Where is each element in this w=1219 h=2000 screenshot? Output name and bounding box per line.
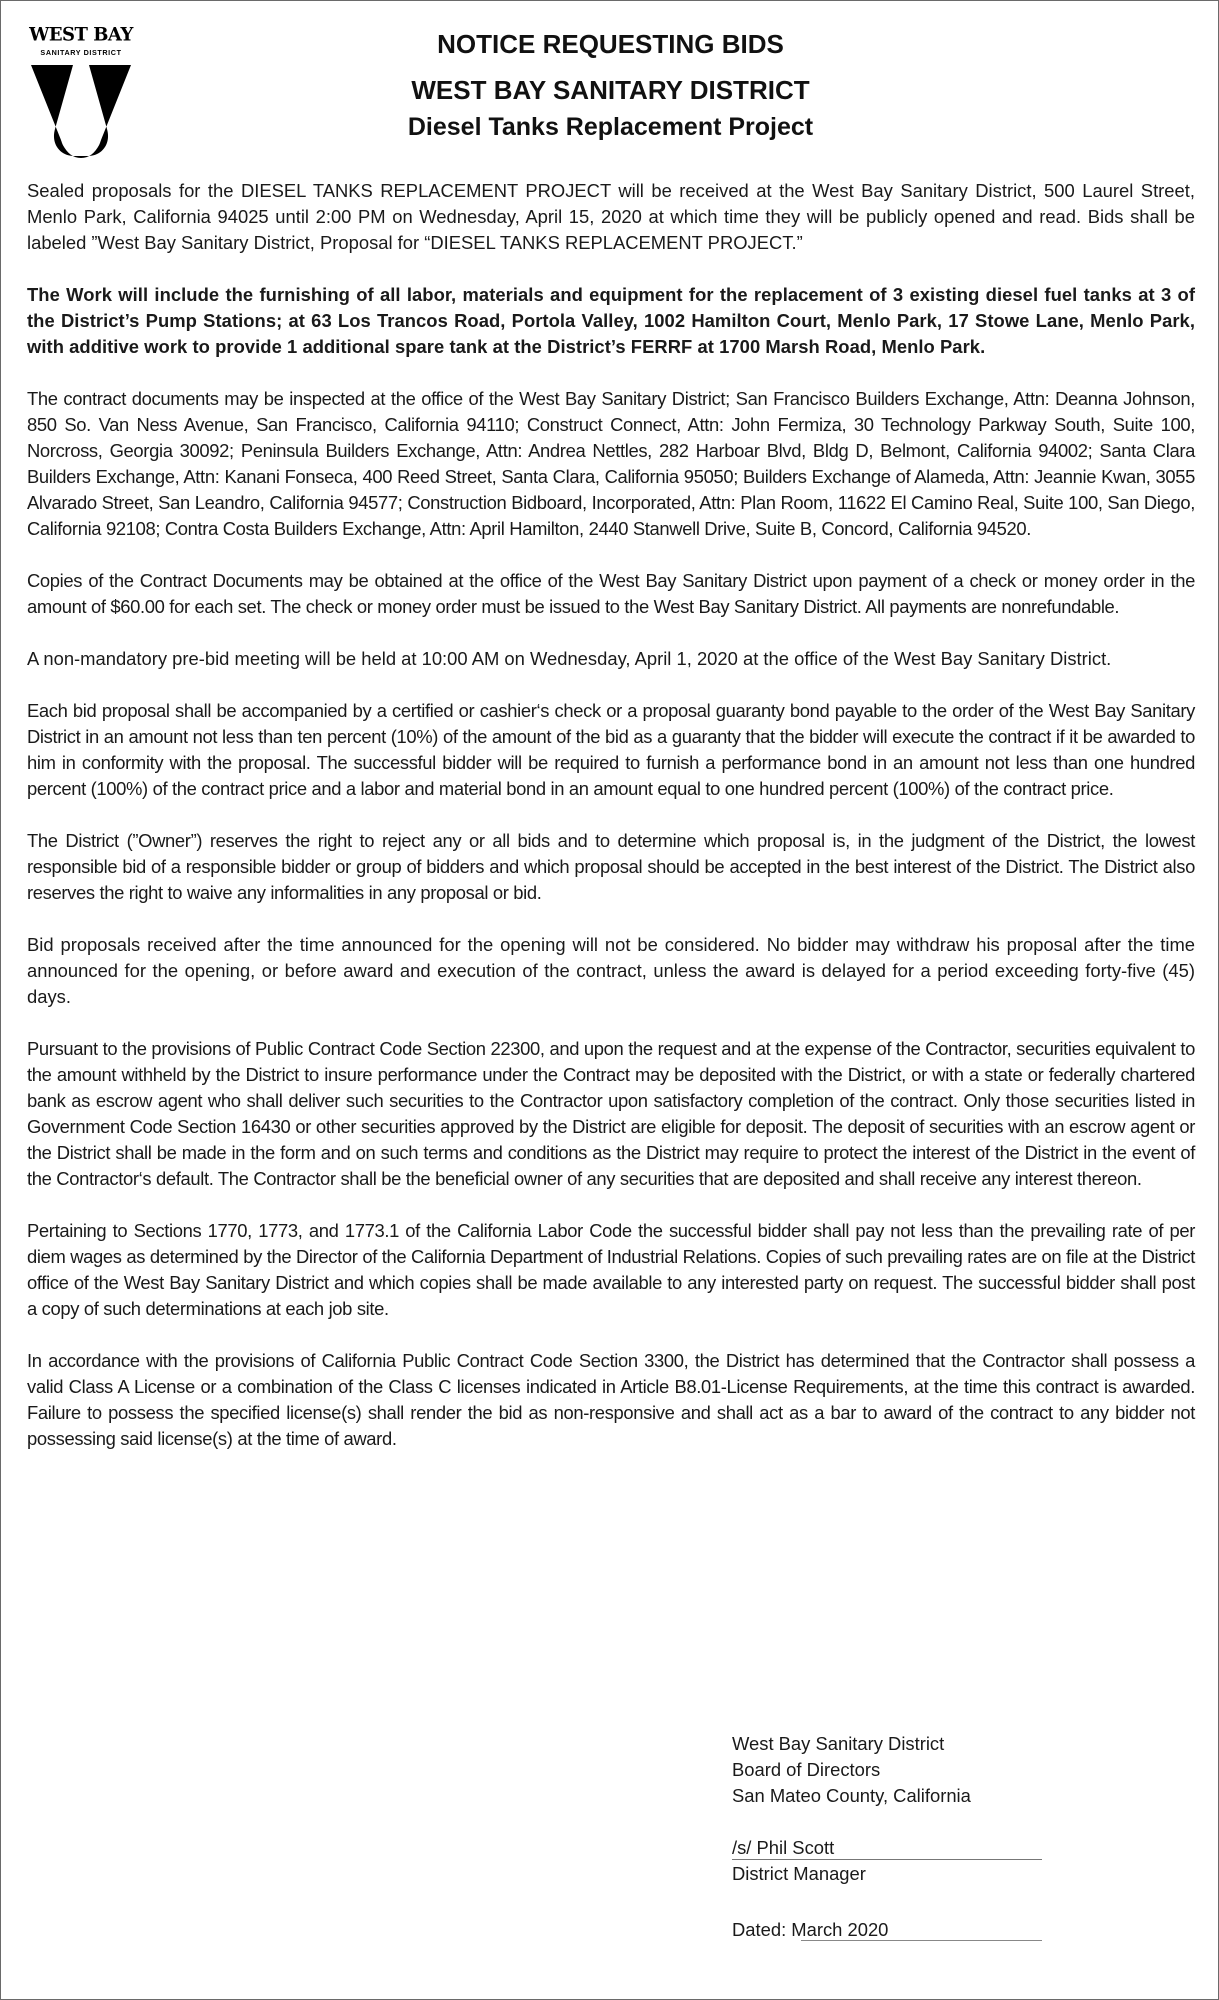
signer-title: District Manager bbox=[732, 1863, 866, 1884]
spacer bbox=[732, 1809, 1052, 1835]
signed-name: /s/ Phil Scott bbox=[732, 1837, 835, 1858]
logo-subtitle: SANITARY DISTRICT bbox=[40, 48, 122, 57]
project-title: Diesel Tanks Replacement Project bbox=[407, 113, 814, 141]
dated-rule bbox=[801, 1940, 1042, 1941]
paragraph-late-bids: Bid proposals received after the time announced for the opening will not be considered. No bidder may withdraw his proposal after the time announced for the opening, or before award and execution of the contract, unless the award is delayed for a period exceeding forty-five (45) days. bbox=[27, 934, 1195, 1007]
notice-title: NOTICE REQUESTING BIDS bbox=[437, 29, 784, 59]
paragraph-scope-of-work: The Work will include the furnishing of all labor, materials and equipment for the replacement of 3 existing diesel fuel tanks at 3 of the District’s Pump Stations; at 63 Los Trancos Road, Portola Valley, 1002 Hamilton Court, Menlo Park, 17 Stowe Lane, Menlo Park, with additive work to provide 1 additional spare tank at the District’s FERRF at 1700 Marsh Road, Menlo Park. bbox=[27, 284, 1195, 357]
paragraph-prevailing-wages: Pertaining to Sections 1770, 1773, and 1773.1 of the California Labor Code the successful bidder shall pay not less than the prevailing rate of per diem wages as determined by the Director of the California Department of Industrial Relations. Copies of such prevailing rates are on file at the District office of the West Bay Sanitary District and which copies shall be made available to any interested party on request. The successful bidder shall post a copy of such determinations at each job site. bbox=[27, 1220, 1195, 1319]
paragraph-securities: Pursuant to the provisions of Public Contract Code Section 22300, and upon the request and at the expense of the Contractor, securities equivalent to the amount withheld by the District to insure performance under the Contract may be deposited with the District, or with a state or federally chartered bank as escrow agent who shall deliver such securities to the Contractor upon satisfactory completion of the contract. Only those securities listed in Government Code Section 16430 or other securities approved by the District are eligible for deposit. The deposit of securities with an escrow agent or the District shall be made in the form and on such terms and conditions as the District may require to protect the interest of the District in the event of the Contractor‘s default. The Contractor shall be the beneficial owner of any securities that are deposited and shall receive any interest thereon. bbox=[27, 1038, 1195, 1189]
notice-body bbox=[27, 178, 1195, 1478]
paragraph-bid-guaranty: Each bid proposal shall be accompanied by a certified or cashier‘s check or a proposal guaranty bond payable to the order of the West Bay Sanitary District in an amount not less than ten percent (10%) of the amount of the bid as a guaranty that the bidder will execute the contract if it be awarded to him in conformity with the proposal. The successful bidder will be required to furnish a performance bond in an amount not less than one hundred percent (100%) of the contract price and a labor and material bond in an amount equal to one hundred percent (100%) of the contract price. bbox=[27, 700, 1195, 799]
paragraph-license-requirements: In accordance with the provisions of California Public Contract Code Section 3300, the District has determined that the Contractor shall possess a valid Class A License or a combination of the Class C licenses indicated in Article B8.01-License Requirements, at the time this contract is awarded. Failure to possess the specified license(s) shall render the bid as non-responsive and shall act as a bar to award of the contract to any bidder not possessing said license(s) at the time of award. bbox=[27, 1350, 1195, 1449]
spacer bbox=[732, 1887, 1052, 1917]
signature-organization: West Bay Sanitary District bbox=[732, 1733, 945, 1754]
signature-line bbox=[732, 1835, 1042, 1861]
signature-board: Board of Directors bbox=[732, 1759, 881, 1780]
paragraph-copies-payment: Copies of the Contract Documents may be obtained at the office of the West Bay Sanitary District upon payment of a check or money order in the amount of $60.00 for each set. The check or money order must be issued to the West Bay Sanitary District. All payments are nonrefundable. bbox=[27, 570, 1195, 617]
signature-county: San Mateo County, California bbox=[732, 1785, 971, 1806]
organization-title: WEST BAY SANITARY DISTRICT bbox=[411, 75, 810, 105]
signature-block bbox=[732, 1731, 1052, 1943]
logo-title: WEST BAY bbox=[29, 23, 133, 46]
paragraph-sealed-proposals: Sealed proposals for the DIESEL TANKS REPLACEMENT PROJECT will be received at the West Bay Sanitary District, 500 Laurel Street, Menlo Park, California 94025 until 2:00 PM on Wednesday, April 15, 2020 at which time they will be publicly opened and read. Bids shall be labeled ”West Bay Sanitary District, Proposal for “DIESEL TANKS REPLACEMENT PROJECT.” bbox=[27, 180, 1195, 253]
dated-value: March 2020 bbox=[791, 1919, 889, 1940]
paragraph-pre-bid-meeting: A non-mandatory pre-bid meeting will be held at 10:00 AM on Wednesday, April 1, 2020 at the office of the West Bay Sanitary District. bbox=[27, 648, 1112, 669]
paragraph-contract-documents-locations: The contract documents may be inspected at the office of the West Bay Sanitary District; San Francisco Builders Exchange, Attn: Deanna Johnson, 850 So. Van Ness Avenue, San Francisco, California 94110; Construct Connect, Attn: John Fermiza, 30 Technology Parkway South, Suite 100, Norcross, Georgia 30092; Peninsula Builders Exchange, Attn: Andrea Nettles, 282 Harboar Blvd, Bldg D, Belmont, California 94002; Santa Clara Builders Exchange, Attn: Kanani Fonseca, 400 Reed Street, Santa Clara, California 95050; Builders Exchange of Alameda, Attn: Jeannie Kwan, 3055 Alvarado Street, San Leandro, California 94577; Construction Bidboard, Incorporated, Attn: Plan Room, 11622 El Camino Real, Suite 100, San Diego, California 92108; Contra Costa Builders Exchange, Attn: April Hamilton, 2440 Stanwell Drive, Suite B, Concord, California 94520. bbox=[27, 388, 1195, 539]
paragraph-owner-rights: The District (”Owner”) reserves the right to reject any or all bids and to determine which proposal is, in the judgment of the District, the lowest responsible bid of a responsible bidder or group of bidders and which proposal should be accepted in the best interest of the District. The District also reserves the right to waive any informalities in any proposal or bid. bbox=[27, 830, 1195, 903]
dated-label: Dated: bbox=[732, 1919, 792, 1940]
dated-line bbox=[732, 1917, 1042, 1943]
signature-rule bbox=[732, 1859, 1042, 1860]
